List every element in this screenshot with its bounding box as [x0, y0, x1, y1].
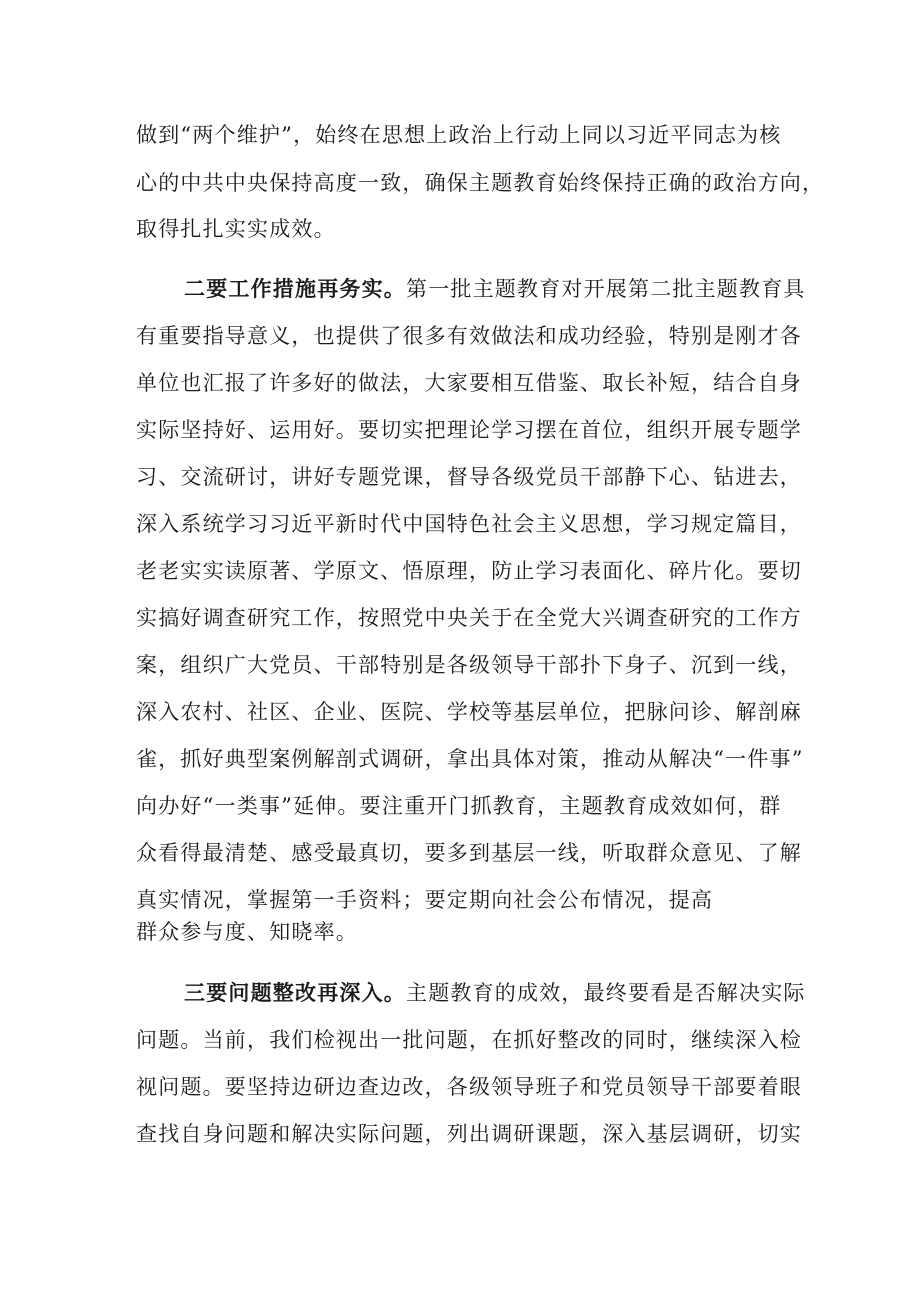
paragraph3-first-line [184, 978, 806, 1008]
paragraph2-line-10: 深入农村、社区、企业、医院、学校等基层单位，把脉问诊、解剖麻 [136, 700, 802, 724]
paragraph2-line-9: 案，组织广大党员、干部特别是各级领导干部扑下身子、沉到一线， [136, 653, 802, 677]
paragraph1-line-2: 心的中共中央保持高度一致，确保主题教育始终保持正确的政治方向， [136, 171, 825, 195]
paragraph2-line-11: 雀，抓好典型案例解剖式调研，拿出具体对策，推动从解决“一件事” [136, 747, 804, 771]
paragraph2-heading: 二要工作措施再务实。 [184, 276, 406, 301]
paragraph3-first-line-text: 主题教育的成效，最终要看是否解决实际 [406, 981, 806, 1005]
paragraph2-line-4: 实际坚持好、运用好。要切实把理论学习摆在首位，组织开展专题学 [136, 418, 802, 442]
paragraph1-line-1: 做到“两个维护”，始终在思想上政治上行动上同以习近平同志为核 [136, 123, 782, 147]
paragraph3-line-3: 视问题。要坚持边研边查边改，各级领导班子和党员领导干部要着眼 [136, 1075, 802, 1099]
paragraph2-line-5: 习、交流研讨，讲好专题党课，督导各级党员干部静下心、钻进去， [136, 465, 802, 489]
paragraph2-line-6: 深入系统学习习近平新时代中国特色社会主义思想，学习规定篇目， [136, 512, 802, 536]
paragraph3-line-2: 问题。当前，我们检视出一批问题，在抓好整改的同时，继续深入检 [136, 1028, 802, 1052]
paragraph2-line-2: 有重要指导意义，也提供了很多有效做法和成功经验，特别是刚才各 [136, 324, 802, 348]
paragraph2-line-15: 群众参与度、知晓率。 [136, 920, 358, 944]
paragraph2-first-line [184, 274, 806, 304]
paragraph2-line-12: 向办好“一类事”延伸。要注重开门抓教育，主题教育成效如何，群 [136, 794, 782, 818]
paragraph2-line-14: 真实情况，掌握第一手资料；要定期向社会公布情况，提高 [136, 888, 714, 912]
paragraph2-line-3: 单位也汇报了许多好的做法，大家要相互借鉴、取长补短，结合自身 [136, 371, 802, 395]
paragraph2-line-13: 众看得最清楚、感受最真切，要多到基层一线，听取群众意见、了解 [136, 841, 802, 865]
paragraph2-line-8: 实搞好调查研究工作，按照党中央关于在全党大兴调查研究的工作方 [136, 606, 802, 630]
paragraph1-line-3: 取得扎扎实实成效。 [136, 217, 336, 241]
paragraph3-heading: 三要问题整改再深入。 [184, 980, 406, 1005]
paragraph2-first-line-text: 第一批主题教育对开展第二批主题教育具 [406, 277, 806, 301]
paragraph2-line-7: 老老实实读原著、学原文、悟原理，防止学习表面化、碎片化。要切 [136, 559, 802, 583]
paragraph3-line-4: 查找自身问题和解决实际问题，列出调研课题，深入基层调研，切实 [136, 1122, 802, 1146]
